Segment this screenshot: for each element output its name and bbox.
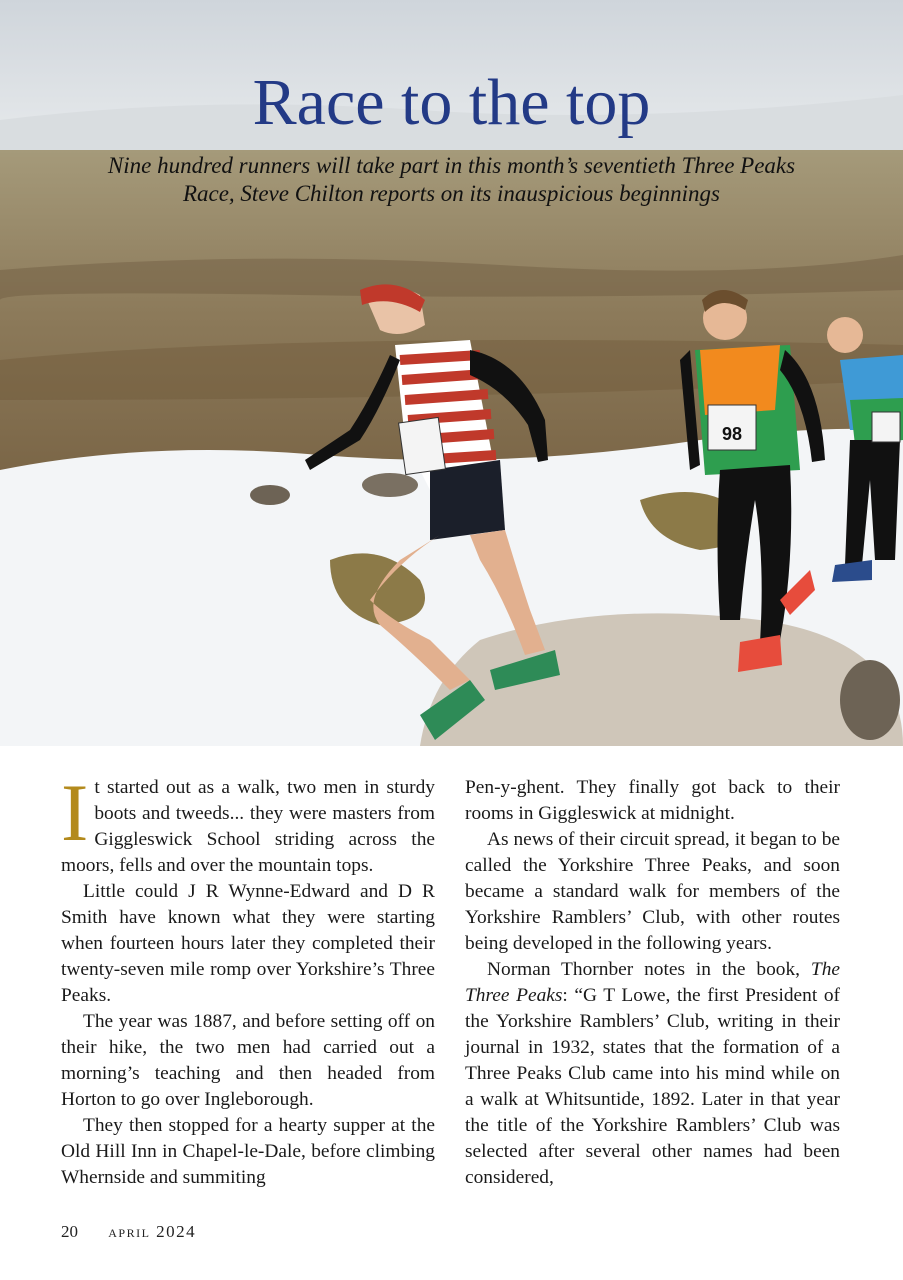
body-paragraph: Pen-y-ghent. They finally got back to their rooms in Giggleswick at midnight. (465, 777, 840, 824)
drop-cap: I (61, 767, 89, 858)
body-paragraph: Little could J R Wynne-Edward and D R Smith have known what they were starting when fourteen hours later they completed their twenty-seven mile romp over Yorkshire’s Three Peaks. (61, 881, 435, 1006)
issue-date: april 2024 (108, 1222, 197, 1241)
body-paragraph (61, 767, 435, 879)
body-paragraph: As news of their circuit spread, it began to be called the Yorkshire Three Peaks, and soon became a standard walk for members of the Yorkshire Ramblers’ Club, with other routes being developed in the following years. (465, 829, 840, 954)
page-footer (61, 1222, 196, 1242)
article-title: Race to the top (252, 66, 651, 139)
paragraph-text: t started out as a walk, two men in sturdy boots and tweeds... they were masters from Giggleswick School striding across the moors, fells and over the mountain tops. (61, 777, 435, 876)
paragraph-text: Norman Thornber notes in the book, (487, 959, 801, 980)
book-title: The Three Peaks (465, 959, 840, 1006)
standfirst-line-2: Race, Steve Chilton reports on its inauspicious beginnings (182, 181, 721, 206)
body-column-right (465, 775, 840, 1191)
article-standfirst (40, 152, 863, 208)
standfirst-line-1: Nine hundred runners will take part in this month’s seventieth Three Peaks (107, 153, 796, 178)
body-paragraph (465, 957, 840, 1191)
body-column-left (61, 767, 435, 1191)
body-paragraph: The year was 1887, and before setting off on their hike, the two men had carried out a morning’s teaching and then headed from Horton to go over Ingleborough. (61, 1011, 435, 1110)
paragraph-text: : “G T Lowe, the first President of the Yorkshire Ramblers’ Club, writing in their journal in 1932, states that the formation of a Three Peaks Club came into his mind while on a walk at Whitsuntide, 1892. Later in that year the title of the Yorkshire Ramblers’ Club was selected after several other names had been considered, (465, 985, 840, 1188)
page-number: 20 (61, 1222, 78, 1241)
bib-number: 98 (722, 424, 743, 444)
body-paragraph: They then stopped for a hearty supper at the Old Hill Inn in Chapel-le-Dale, before climbing Whernside and summiting (61, 1115, 435, 1188)
